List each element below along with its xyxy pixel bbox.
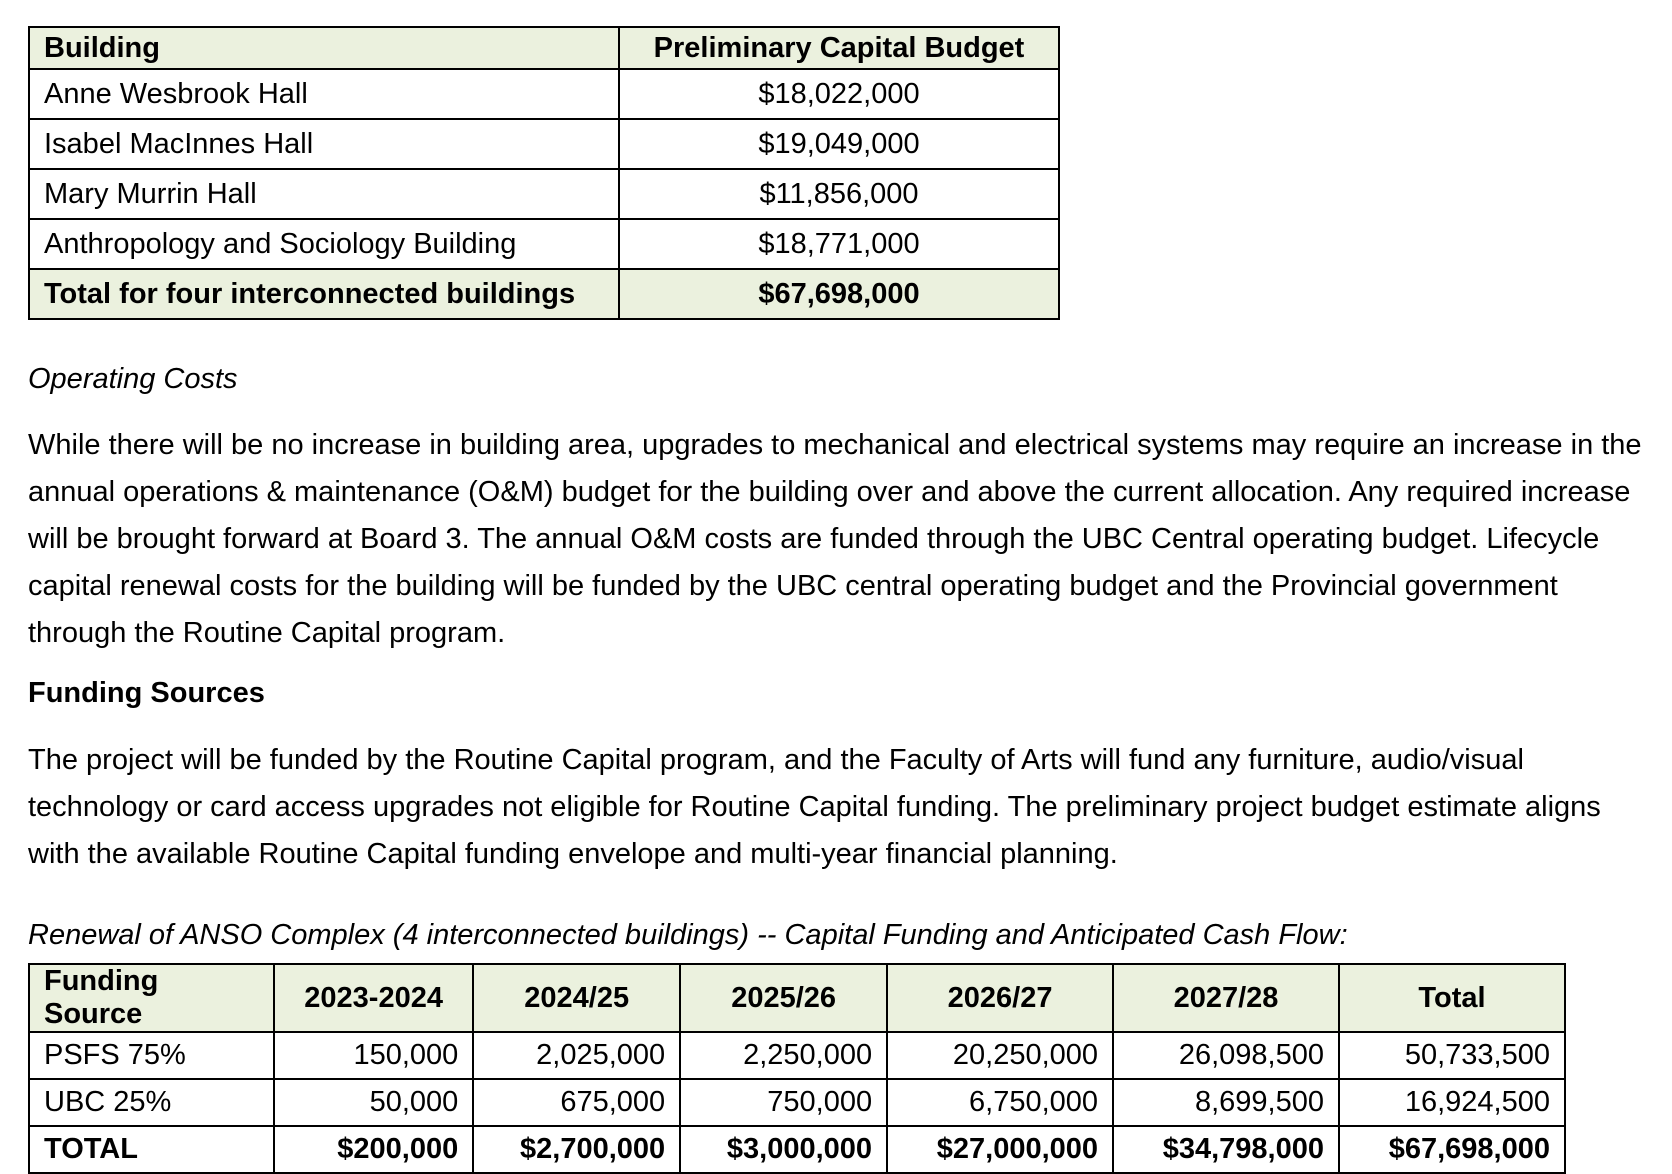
header-year: 2023-2024 [274, 964, 473, 1032]
cell-value: 2,025,000 [473, 1032, 680, 1079]
cell-value: 20,250,000 [887, 1032, 1113, 1079]
cell-total: 50,733,500 [1339, 1032, 1565, 1079]
building-budget: $11,856,000 [619, 169, 1059, 219]
table-row [29, 69, 1059, 119]
header-year: 2024/25 [473, 964, 680, 1032]
header-year: 2027/28 [1113, 964, 1339, 1032]
budget-header-building: Building [29, 27, 619, 69]
funding-table [28, 963, 1566, 1174]
funding-source: UBC 25% [29, 1079, 274, 1126]
cell-total: 16,924,500 [1339, 1079, 1565, 1126]
cell-value: $3,000,000 [680, 1126, 887, 1173]
cell-value: $27,000,000 [887, 1126, 1113, 1173]
budget-header-row [29, 27, 1059, 69]
cell-value: 50,000 [274, 1079, 473, 1126]
total-label: Total for four interconnected buildings [29, 269, 619, 319]
funding-total-row [29, 1126, 1565, 1173]
funding-source: TOTAL [29, 1126, 274, 1173]
header-year: 2025/26 [680, 964, 887, 1032]
table-row [29, 1032, 1565, 1079]
budget-total-row [29, 269, 1059, 319]
cell-value: 26,098,500 [1113, 1032, 1339, 1079]
building-name: Anne Wesbrook Hall [29, 69, 619, 119]
budget-table [28, 26, 1060, 320]
cell-value: 2,250,000 [680, 1032, 887, 1079]
cell-value: 750,000 [680, 1079, 887, 1126]
building-name: Anthropology and Sociology Building [29, 219, 619, 269]
building-name: Mary Murrin Hall [29, 169, 619, 219]
cell-value: $34,798,000 [1113, 1126, 1339, 1173]
header-total: Total [1339, 964, 1565, 1032]
cell-value: 6,750,000 [887, 1079, 1113, 1126]
building-budget: $18,771,000 [619, 219, 1059, 269]
operating-costs-heading: Operating Costs [28, 363, 238, 395]
cell-value: $200,000 [274, 1126, 473, 1173]
cell-value: 150,000 [274, 1032, 473, 1079]
funding-sources-paragraph: The project will be funded by the Routine Capital program, and the Faculty of Arts will fund any furniture, audio/visual technology or card access upgrades not eligible for Routine Capital funding. The preliminary project budget estimate aligns with the available Routine Capital funding envelope and multi-year financial planning. [28, 744, 1601, 870]
cell-value: 675,000 [473, 1079, 680, 1126]
cell-value: 8,699,500 [1113, 1079, 1339, 1126]
funding-header-row [29, 964, 1565, 1032]
building-budget: $18,022,000 [619, 69, 1059, 119]
table-row [29, 219, 1059, 269]
cell-total: $67,698,000 [1339, 1126, 1565, 1173]
cash-flow-caption: Renewal of ANSO Complex (4 interconnected buildings) -- Capital Funding and Anticipated Cash Flow: [28, 919, 1348, 951]
table-row [29, 119, 1059, 169]
header-funding-source: Funding Source [29, 964, 274, 1032]
table-row [29, 1079, 1565, 1126]
funding-source: PSFS 75% [29, 1032, 274, 1079]
cell-value: $2,700,000 [473, 1126, 680, 1173]
building-budget: $19,049,000 [619, 119, 1059, 169]
operating-costs-paragraph: While there will be no increase in building area, upgrades to mechanical and electrical systems may require an increase in the annual operations & maintenance (O&M) budget for the building over and above the current allocation. Any required increase will be brought forward at Board 3. The annual O&M costs are funded through the UBC Central operating budget. Lifecycle capital renewal costs for the building will be funded by the UBC central operating budget and the Provincial government through the Routine Capital program. [28, 429, 1642, 649]
funding-sources-heading: Funding Sources [28, 677, 265, 709]
budget-header-capital: Preliminary Capital Budget [619, 27, 1059, 69]
building-name: Isabel MacInnes Hall [29, 119, 619, 169]
total-budget: $67,698,000 [619, 269, 1059, 319]
header-year: 2026/27 [887, 964, 1113, 1032]
table-row [29, 169, 1059, 219]
